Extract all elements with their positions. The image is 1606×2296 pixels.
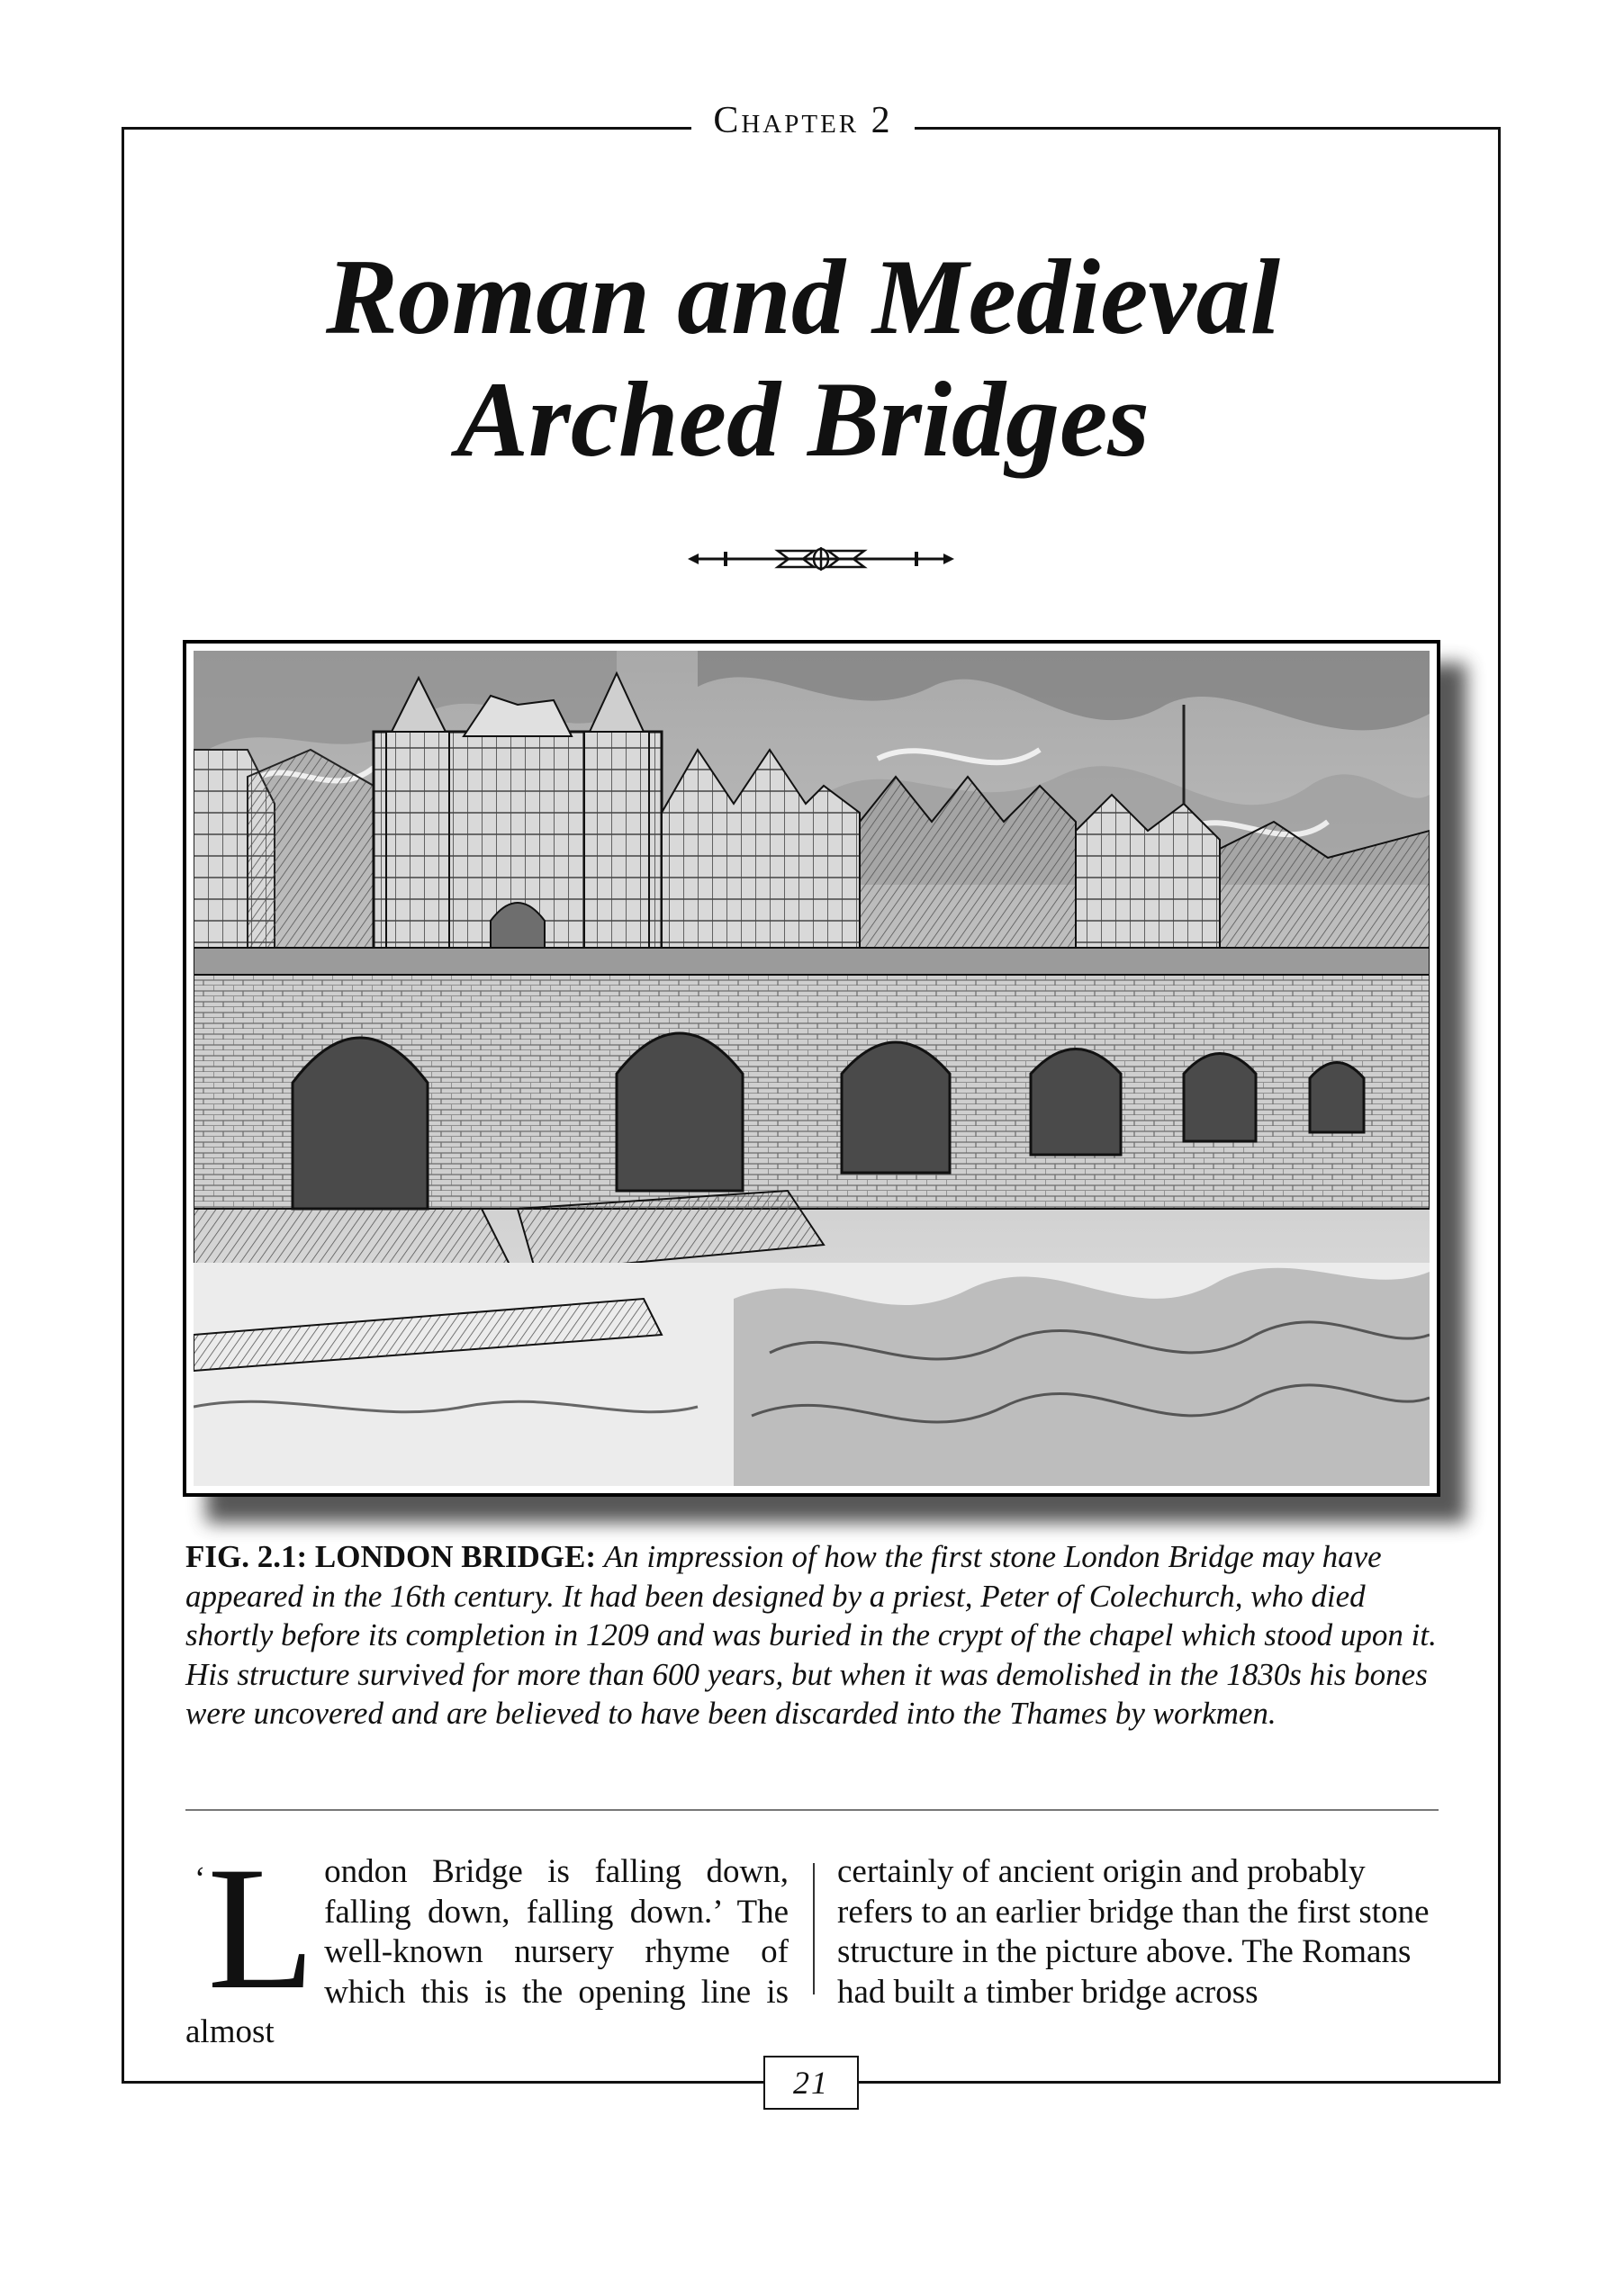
page-number bbox=[763, 2056, 859, 2110]
chapter-title-line-2: Arched Bridges bbox=[456, 359, 1150, 479]
body-column-right bbox=[837, 1852, 1440, 2012]
page-number-text: 21 bbox=[793, 2065, 829, 2101]
london-bridge-illustration bbox=[194, 651, 1430, 1486]
caption-divider bbox=[185, 1809, 1439, 1811]
chapter-title bbox=[0, 236, 1606, 481]
open-quote: ‘ bbox=[194, 1860, 206, 1897]
illustration-figure bbox=[183, 640, 1440, 1497]
chapter-label bbox=[0, 99, 1606, 142]
figure-caption-text: An impression of how the first stone London Bridge may have appeared in the 16th century. It had been designed by a priest, Peter of Colechurch, who died shortly before its completion in 1209 and was buried in the crypt of the chapel which stood upon it. His structure survived for more than 600 years, but when it was demolished in the 1830s his bones were uncovered and are believed to have been discarded into the Thames by workmen. bbox=[185, 1539, 1437, 1731]
illustration-frame bbox=[183, 640, 1440, 1497]
figure-caption-label: FIG. 2.1: LONDON BRIDGE: bbox=[185, 1539, 596, 1574]
chapter-label-text: Chapter 2 bbox=[691, 99, 914, 142]
ornament-divider bbox=[688, 545, 954, 572]
chapter-title-line-1: Roman and Medieval bbox=[325, 237, 1281, 356]
column-divider bbox=[813, 1863, 815, 1994]
body-column-left bbox=[185, 1831, 789, 2053]
drop-cap-letter: L bbox=[207, 1831, 316, 2026]
right-column-text: certainly of ancient origin and probably refers to an earlier bridge than the first stone structure in the picture above. The Romans had built a timber bridge across bbox=[837, 1853, 1430, 2011]
left-column-text: ondon Bridge is falling down, falling down, falling down.’ The well-known nursery rhyme of which this is the opening line is almost bbox=[185, 1853, 789, 2050]
drop-cap bbox=[185, 1831, 316, 2026]
figure-caption bbox=[185, 1537, 1437, 1733]
